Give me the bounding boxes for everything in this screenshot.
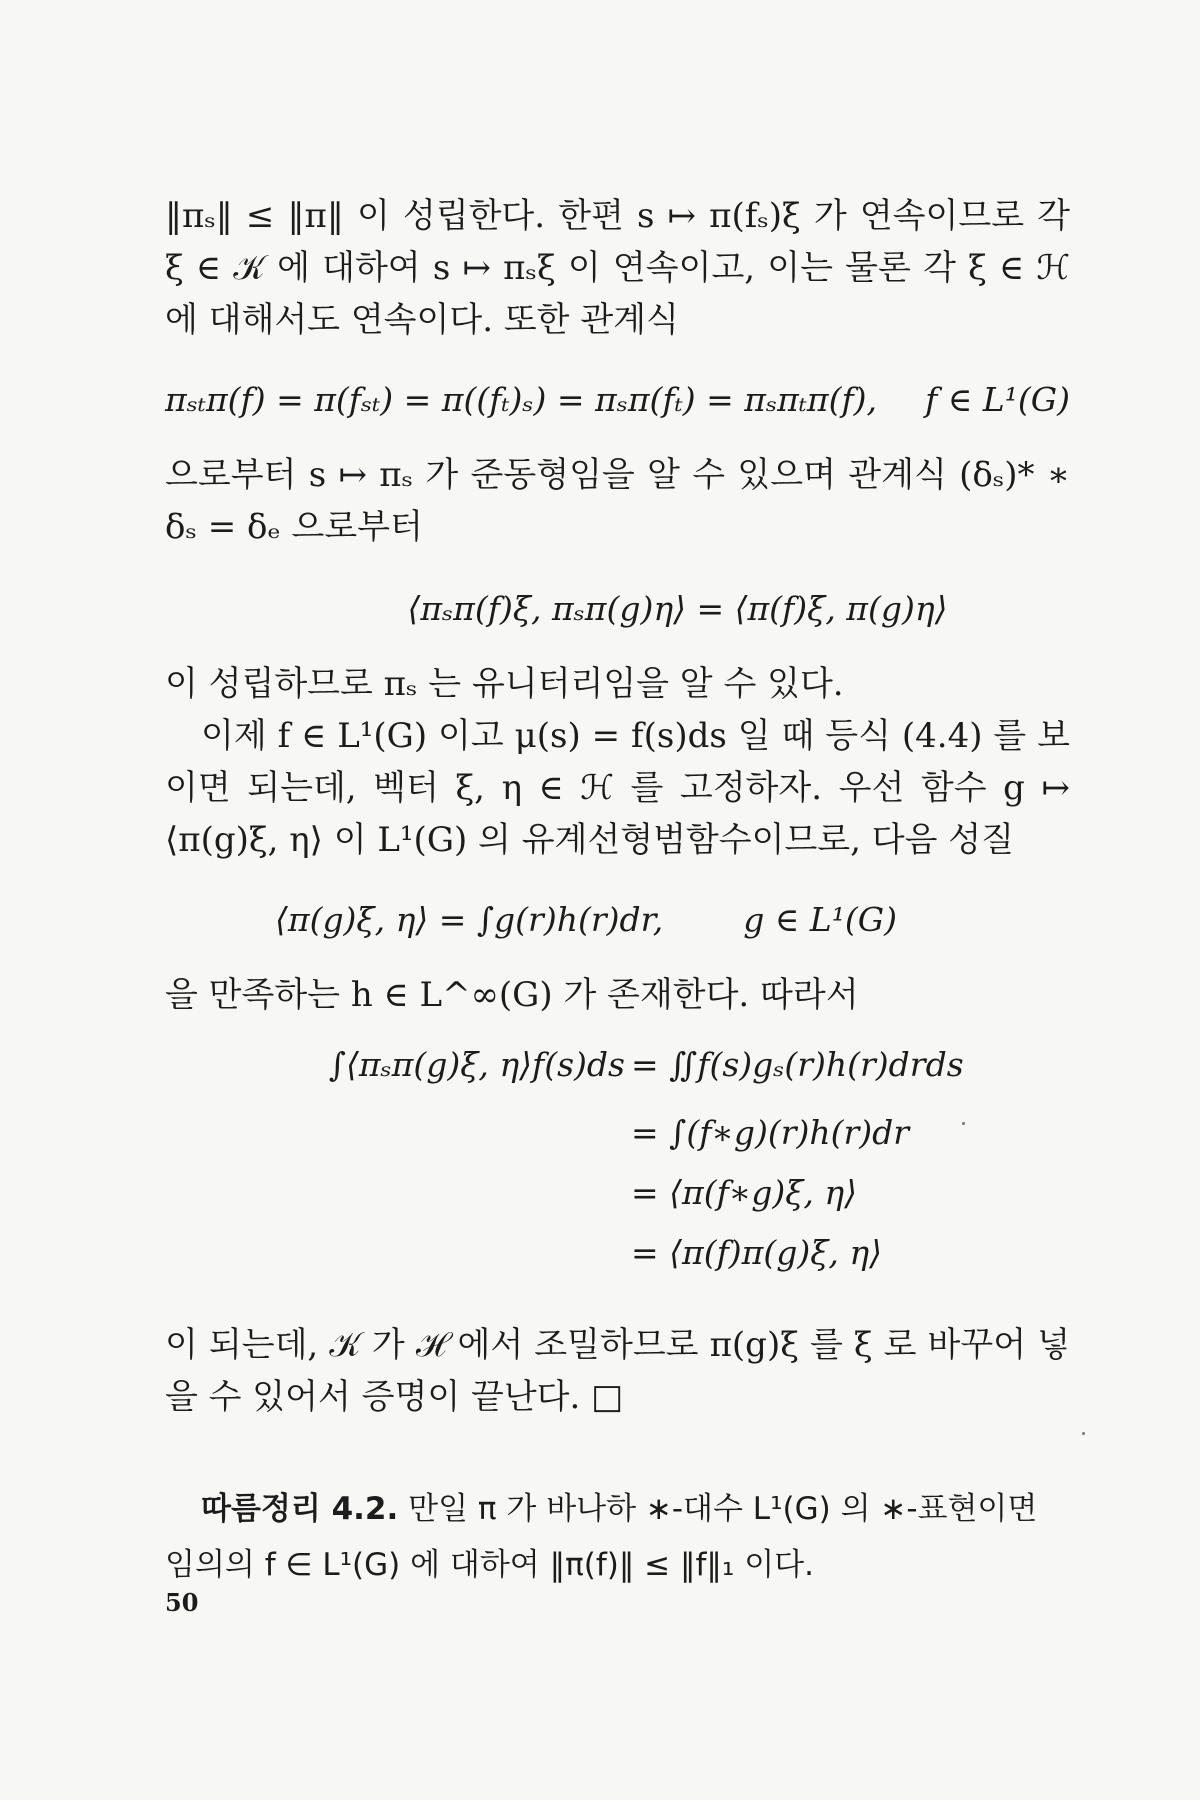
- paragraph-6: 이 되는데, 𝒦 가 ℋ 에서 조밀하므로 π(g)ξ 를 ξ 로 바꾸어 넣을 수 있어서 증명이 끝난다. □: [165, 1325, 1070, 1417]
- aligned-equation-rhs-1: = ∬f(s)gₛ(r)h(r)drds: [631, 1045, 964, 1084]
- paragraph-1: ‖πₛ‖ ≤ ‖π‖ 이 성립한다. 한편 s ↦ π(fₛ)ξ 가 연속이므로 각 ξ ∈ 𝒦 에 대하여 s ↦ πₛξ 이 연속이고, 이는 물론 각 ξ ∈ ℋ 에 대해서도 연속이다. 또한 관계식: [165, 196, 1070, 340]
- paragraph-2: 으로부터 s ↦ πₛ 가 준동형임을 알 수 있으며 관계식 (δₛ)* ∗ δₛ = δₑ 으로부터: [165, 455, 1070, 547]
- equation-unitary: [165, 589, 1070, 628]
- corollary-text: 만일 π 가 바나하 ∗-대수 L¹(G) 의 ∗-표현이면 임의의 f ∈ L¹(G) 에 대하여 ‖π(f)‖ ≤ ‖f‖₁ 이다.: [165, 1491, 1038, 1583]
- equation-homomorphism-condition: f ∈ L¹(G): [925, 380, 1070, 419]
- equation-unitary-text: ⟨πₛπ(f)ξ, πₛπ(g)η⟩ = ⟨π(f)ξ, π(g)η⟩: [407, 589, 948, 628]
- equation-integral-representation-condition: g ∈ L¹(G): [743, 900, 898, 939]
- aligned-equation-lhs: ∫⟨πₛπ(g)ξ, η⟩f(s)ds: [328, 1045, 625, 1084]
- aligned-equation-line-1: [220, 1045, 1070, 1113]
- paragraph-3: 이 성립하므로 πₛ 는 유니터리임을 알 수 있다.: [165, 664, 844, 704]
- text-column: [165, 190, 1070, 1593]
- equation-integral-representation: [165, 900, 1070, 939]
- print-speck: [962, 1122, 965, 1125]
- paragraph-4: 이제 f ∈ L¹(G) 이고 μ(s) = f(s)ds 일 때 등식 (4.4) 를 보이면 되는데, 벡터 ξ, η ∈ ℋ 를 고정하자. 우선 함수 g ↦ ⟨π(g)ξ, η⟩ 이 L¹(G) 의 유계선형범함수이므로, 다음 성질: [165, 716, 1070, 860]
- equation-homomorphism-main: πₛₜπ(f) = π(fₛₜ) = π((fₜ)ₛ) = πₛπ(fₜ) = πₛπₜπ(f),: [165, 380, 878, 419]
- aligned-equation-line-2: = ∫(f∗g)(r)h(r)dr: [631, 1113, 910, 1152]
- section-spacer: [165, 1423, 1070, 1481]
- equation-homomorphism: [165, 380, 1070, 419]
- equation-integral-representation-main: ⟨π(g)ξ, η⟩ = ∫g(r)h(r)dr,: [275, 900, 664, 939]
- aligned-equation-block: [220, 1045, 1070, 1293]
- paragraph-5: 을 만족하는 h ∈ L^∞(G) 가 존재한다. 따라서: [165, 975, 859, 1015]
- corollary-4-2: [165, 1481, 1070, 1593]
- aligned-equation-line-3: = ⟨π(f∗g)ξ, η⟩: [631, 1173, 858, 1212]
- corollary-label: 따름정리 4.2.: [201, 1491, 399, 1527]
- aligned-equation-line-4: = ⟨π(f)π(g)ξ, η⟩: [631, 1233, 883, 1272]
- page-number: 50: [165, 1588, 199, 1617]
- print-speck: [1082, 1432, 1085, 1435]
